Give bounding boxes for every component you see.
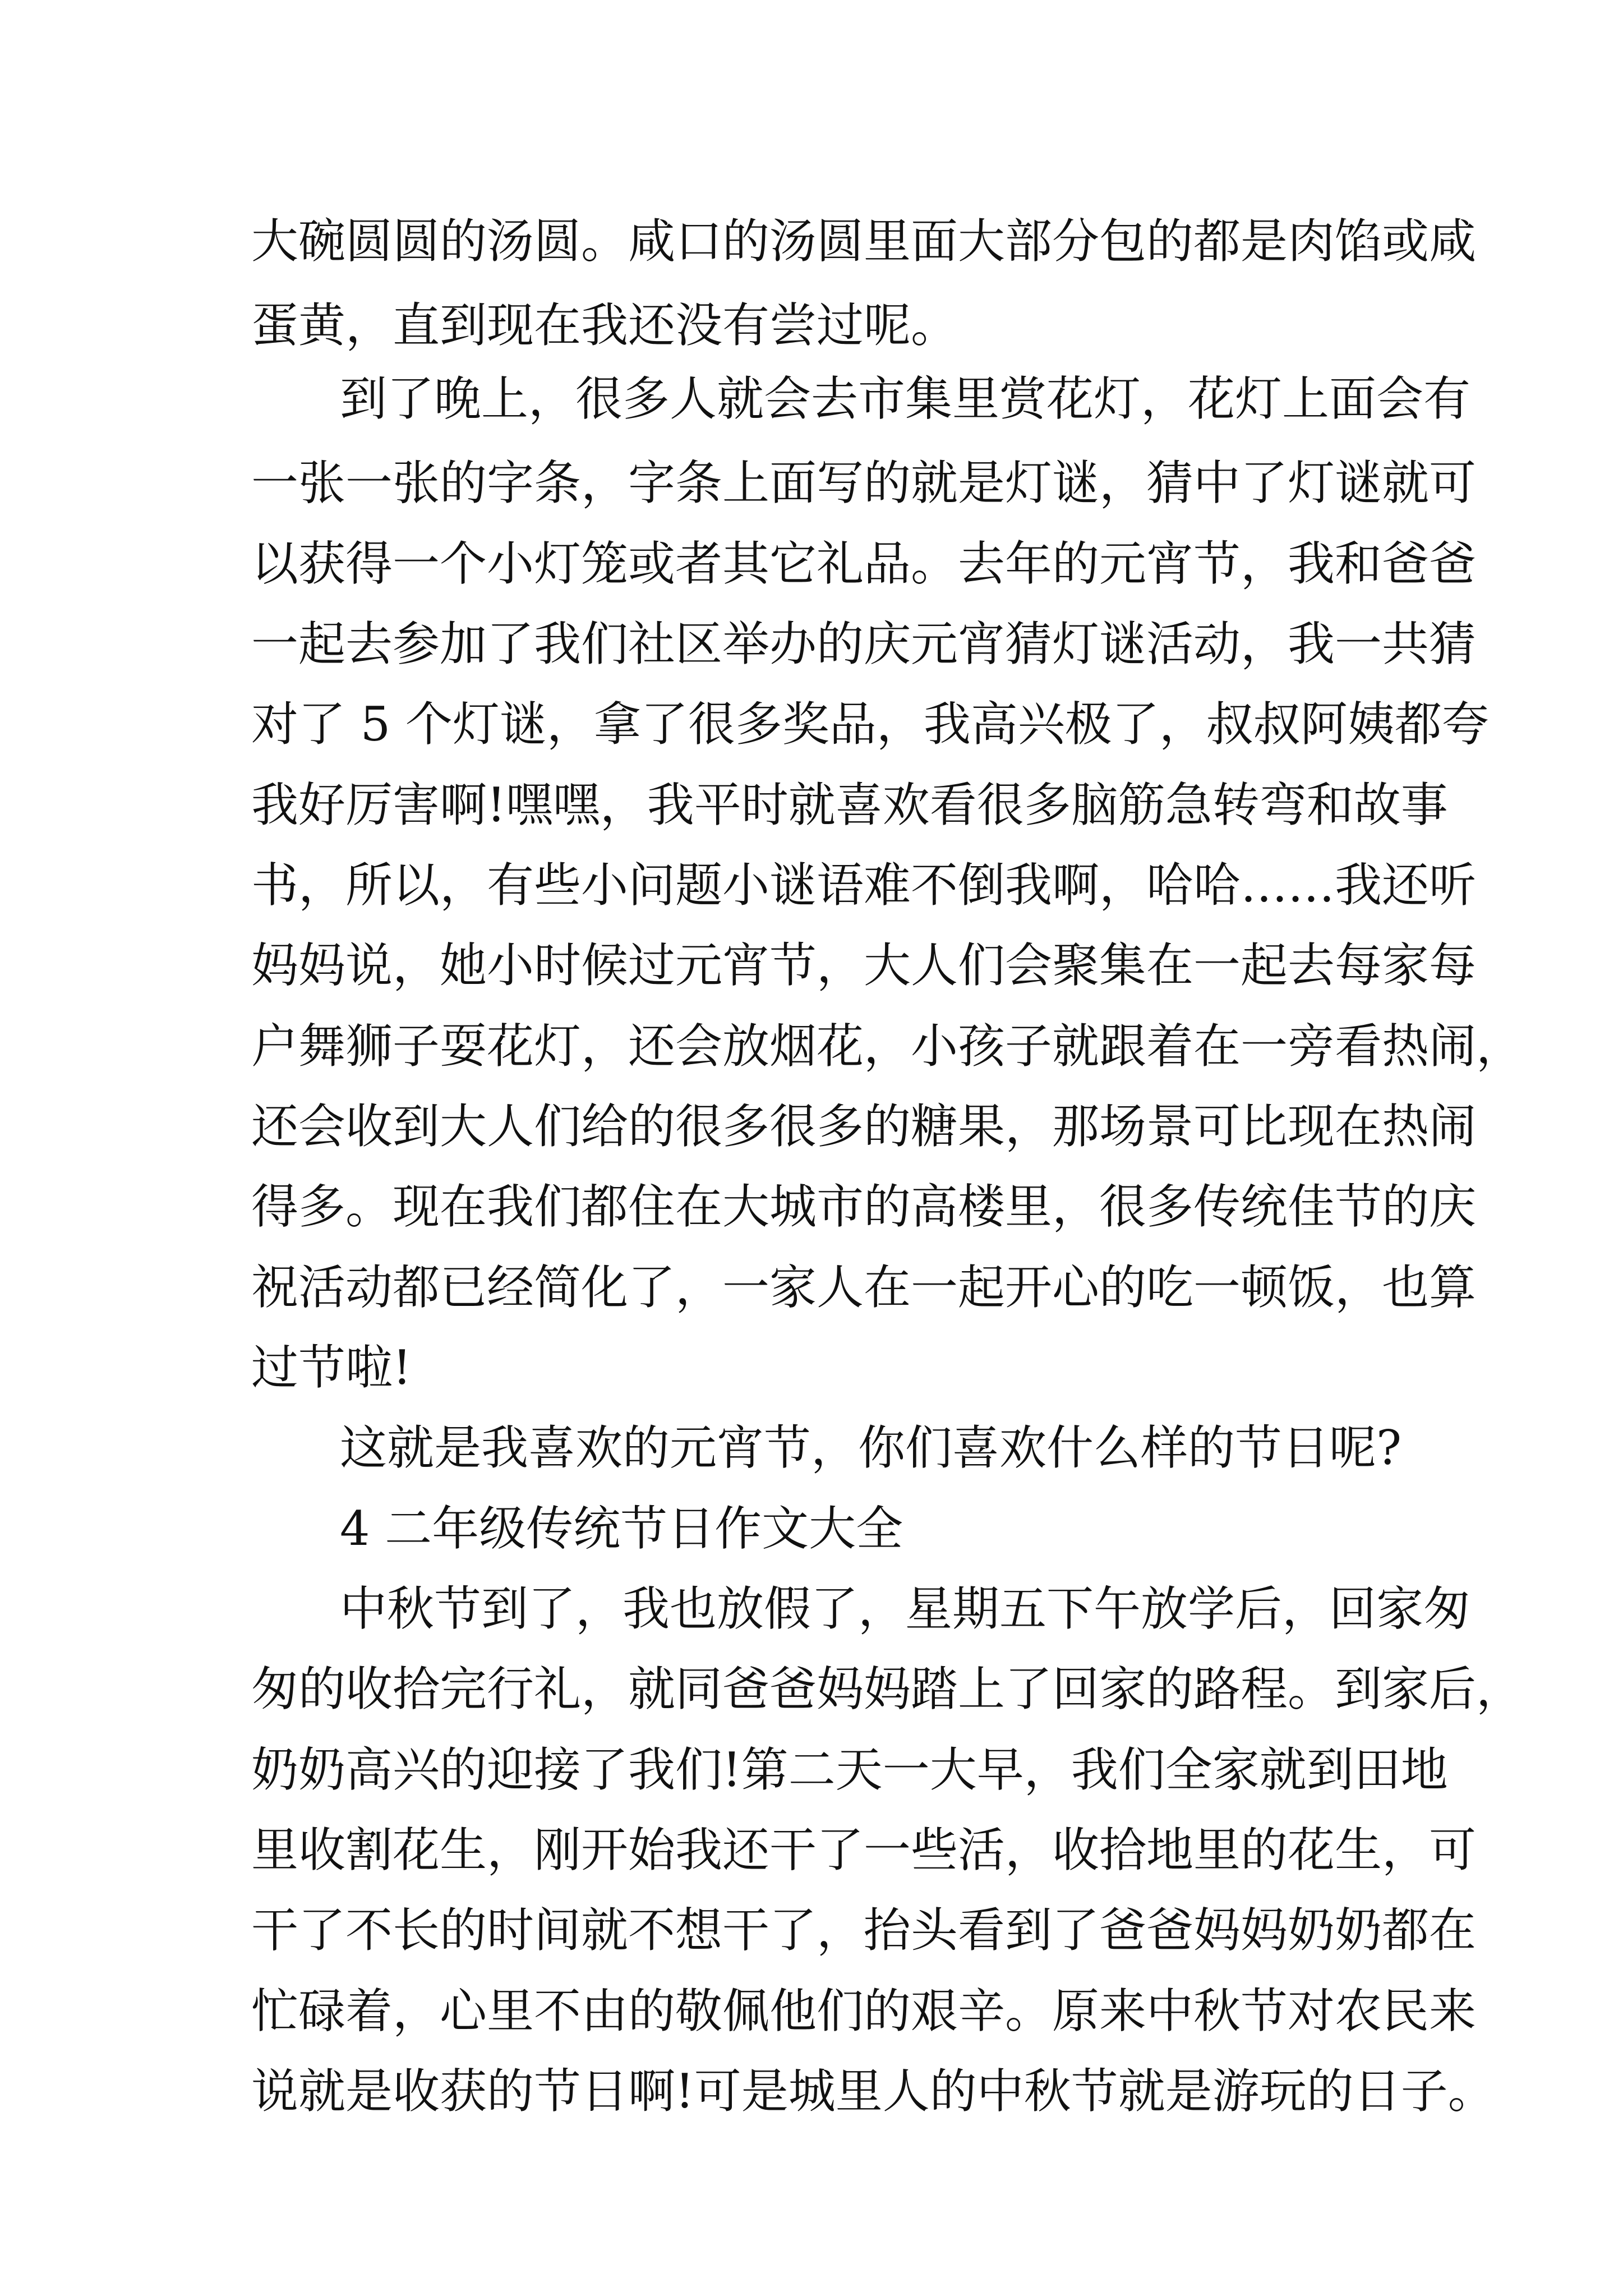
body-text-line: 我好厉害啊!嘿嘿，我平时就喜欢看很多脑筋急转弯和故事 xyxy=(251,777,1448,832)
body-text-line: 过节啦! xyxy=(251,1340,412,1395)
body-text-line: 奶奶高兴的迎接了我们!第二天一大早，我们全家就到田地 xyxy=(251,1742,1448,1797)
body-text-line: 书，所以，有些小问题小谜语难不倒我啊，哈哈……我还听 xyxy=(251,858,1477,913)
body-text-line: 蛋黄，直到现在我还没有尝过呢。 xyxy=(251,298,958,353)
body-text-line: 得多。现在我们都住在大城市的高楼里，很多传统佳节的庆 xyxy=(251,1179,1477,1234)
paragraph-first-line: 中秋节到了，我也放假了，星期五下午放学后，回家匆 xyxy=(340,1581,1471,1636)
body-text-line: 里收割花生，刚开始我还干了一些活，收拾地里的花生，可 xyxy=(251,1823,1477,1878)
body-text-line: 一起去参加了我们社区举办的庆元宵猜灯谜活动，我一共猜 xyxy=(251,616,1477,671)
body-text-line: 匆的收拾完行礼，就同爸爸妈妈踏上了回家的路程。到家后， xyxy=(251,1662,1524,1717)
body-text-line: 一张一张的字条，字条上面写的就是灯谜，猜中了灯谜就可 xyxy=(251,455,1477,510)
body-text-line: 干了不长的时间就不想干了，抬头看到了爸爸妈妈奶奶都在 xyxy=(251,1903,1477,1958)
section-heading: 4 二年级传统节日作文大全 xyxy=(340,1501,903,1556)
body-text-line: 以获得一个小灯笼或者其它礼品。去年的元宵节，我和爸爸 xyxy=(251,536,1477,591)
body-text-line: 户舞狮子耍花灯，还会放烟花，小孩子就跟着在一旁看热闹， xyxy=(251,1019,1524,1074)
body-text-line: 说就是收获的节日啊!可是城里人的中秋节就是游玩的日子。 xyxy=(251,2064,1495,2119)
body-text-line: 对了 5 个灯谜，拿了很多奖品，我高兴极了，叔叔阿姨都夸 xyxy=(251,697,1489,752)
body-text-line: 祝活动都已经简化了，一家人在一起开心的吃一顿饭，也算 xyxy=(251,1260,1477,1315)
body-text-line: 忙碌着，心里不由的敬佩他们的艰辛。原来中秋节对农民来 xyxy=(251,1984,1477,2039)
body-text-line: 妈妈说，她小时候过元宵节，大人们会聚集在一起去每家每 xyxy=(251,938,1477,993)
body-text-line: 还会收到大人们给的很多很多的糖果，那场景可比现在热闹 xyxy=(251,1099,1477,1154)
paragraph-first-line: 这就是我喜欢的元宵节，你们喜欢什么样的节日呢? xyxy=(340,1420,1402,1475)
body-text-line: 大碗圆圆的汤圆。咸口的汤圆里面大部分包的都是肉馅或咸 xyxy=(251,214,1477,269)
paragraph-first-line: 到了晚上，很多人就会去市集里赏花灯，花灯上面会有 xyxy=(340,371,1471,426)
